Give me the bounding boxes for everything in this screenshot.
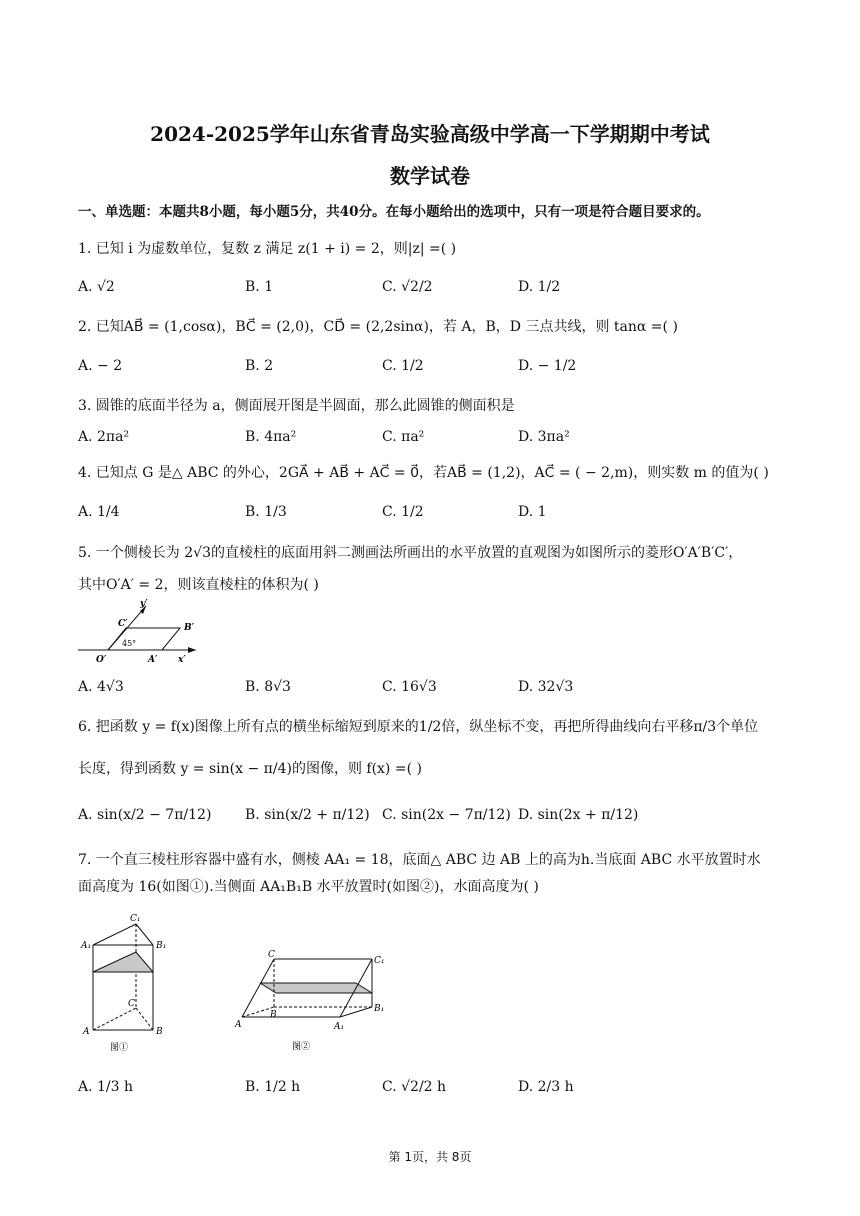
fig2-label-a1: A₁ [334,1022,345,1032]
q5-option-b: B. 8√3 [245,679,291,695]
question-7-stem-line1: 7. 一个直三棱柱形容器中盛有水，侧棱 AA₁ = 18，底面△ ABC 边 AB 上的高为h.当底面 ABC 水平放置时水 [78,852,761,868]
section-heading: 一、单选题：本题共8小题，每小题5分，共40分。在每小题给出的选项中，只有一项是符合题目要求的。 [78,204,710,220]
q3-option-a: A. 2πa² [78,429,130,445]
fig1-label-b: B [156,1027,163,1037]
q1-option-c: C. √2/2 [382,279,433,295]
fig2-label-b: B [270,1010,277,1020]
label-45-degrees: 45° [122,639,137,648]
q7-option-b: B. 1/2 h [245,1079,301,1095]
fig2-label-c: C [268,950,275,960]
question-6-stem-line1: 6. 把函数 y = f(x)图像上所有点的横坐标缩短到原来的1/2倍，纵坐标不变，再把所得曲线向右平移π/3个单位 [78,719,759,735]
q6-option-d: D. sin(2x + π/12) [518,807,639,823]
question-2-stem: 2. 已知AB⃗ = (1,cosα)，BC⃗ = (2,0)，CD⃗ = (2,2sinα)，若 A，B，D 三点共线，则 tanα =( ) [78,319,678,335]
q7-option-d: D. 2/3 h [518,1079,574,1095]
q2-option-b: B. 2 [245,358,274,374]
fig1-label-c1: C₁ [130,914,141,924]
question-4-stem: 4. 已知点 G 是△ ABC 的外心，2GA⃗ + AB⃗ + AC⃗ = 0⃗，若AB⃗ = (1,2)，AC⃗ = ( − 2,m)，则实数 m 的值为( ) [78,465,769,481]
question-5-stem-line2: 其中O′A′ = 2，则该直棱柱的体积为( ) [78,577,319,593]
q1-option-d: D. 1/2 [518,279,561,295]
q7-option-c: C. √2/2 h [382,1079,447,1095]
q1-option-a: A. √2 [78,279,115,295]
q5-option-c: C. 16√3 [382,679,437,695]
q6-option-b: B. sin(x/2 + π/12) [245,807,370,823]
q6-option-a: A. sin(x/2 − 7π/12) [78,807,212,823]
fig1-label-b1: B₁ [156,941,167,951]
q4-option-c: C. 1/2 [382,504,424,520]
question-6-stem-line2: 长度，得到函数 y = sin(x − π/4)的图像，则 f(x) =( ) [78,761,422,777]
fig1-label-a1: A₁ [81,941,92,951]
prism-figure-1 [78,910,178,1055]
q4-option-d: D. 1 [518,504,547,520]
q3-option-c: C. πa² [382,429,425,445]
question-7-stem-line2: 面高度为 16(如图①).当侧面 AA₁B₁B 水平放置时(如图②)，水面高度为( ) [78,879,539,895]
question-3-stem: 3. 圆锥的底面半径为 a，侧面展开图是半圆面，那么此圆锥的侧面积是 [78,398,515,414]
page-title: 2024-2025学年山东省青岛实验高级中学高一下学期期中考试 [150,122,710,146]
label-o-prime: O′ [96,655,107,665]
q2-option-d: D. − 1/2 [518,358,577,374]
fig2-label-c1: C₁ [374,956,385,966]
q5-option-a: A. 4√3 [78,679,124,695]
q4-option-b: B. 1/3 [245,504,287,520]
prism-figure-2 [232,945,392,1055]
question-1-stem: 1. 已知 i 为虚数单位，复数 z 满足 z(1 + i) = 2，则|z| =( ) [78,241,457,257]
page-footer: 第 1页，共 8页 [388,1150,472,1164]
label-a-prime: A′ [148,655,158,665]
question-5-stem-line1: 5. 一个侧棱长为 2√3的直棱柱的底面用斜二测画法所画出的水平放置的直观图为如图所示的菱形O′A′B′C′， [78,545,743,561]
rhombus-figure [78,598,228,670]
label-c-prime: C′ [118,619,128,629]
label-b-prime: B′ [184,623,194,633]
q3-option-b: B. 4πa² [245,429,297,445]
fig1-label-a: A [83,1027,90,1037]
q6-option-c: C. sin(2x − 7π/12) [382,807,511,823]
q7-option-a: A. 1/3 h [78,1079,134,1095]
fig2-label-a: A [235,1020,242,1030]
fig2-caption: 图② [292,1042,311,1052]
fig2-label-b1: B₁ [374,1004,385,1014]
q3-option-d: D. 3πa² [518,429,570,445]
fig1-label-c: C [128,999,135,1009]
label-y-prime: y′ [140,599,148,609]
q2-option-c: C. 1/2 [382,358,424,374]
page-subtitle: 数学试卷 [390,164,470,188]
q1-option-b: B. 1 [245,279,274,295]
label-x-prime: x′ [178,655,186,665]
q4-option-a: A. 1/4 [78,504,120,520]
q5-option-d: D. 32√3 [518,679,574,695]
q2-option-a: A. − 2 [78,358,123,374]
fig1-caption: 图① [110,1043,129,1053]
